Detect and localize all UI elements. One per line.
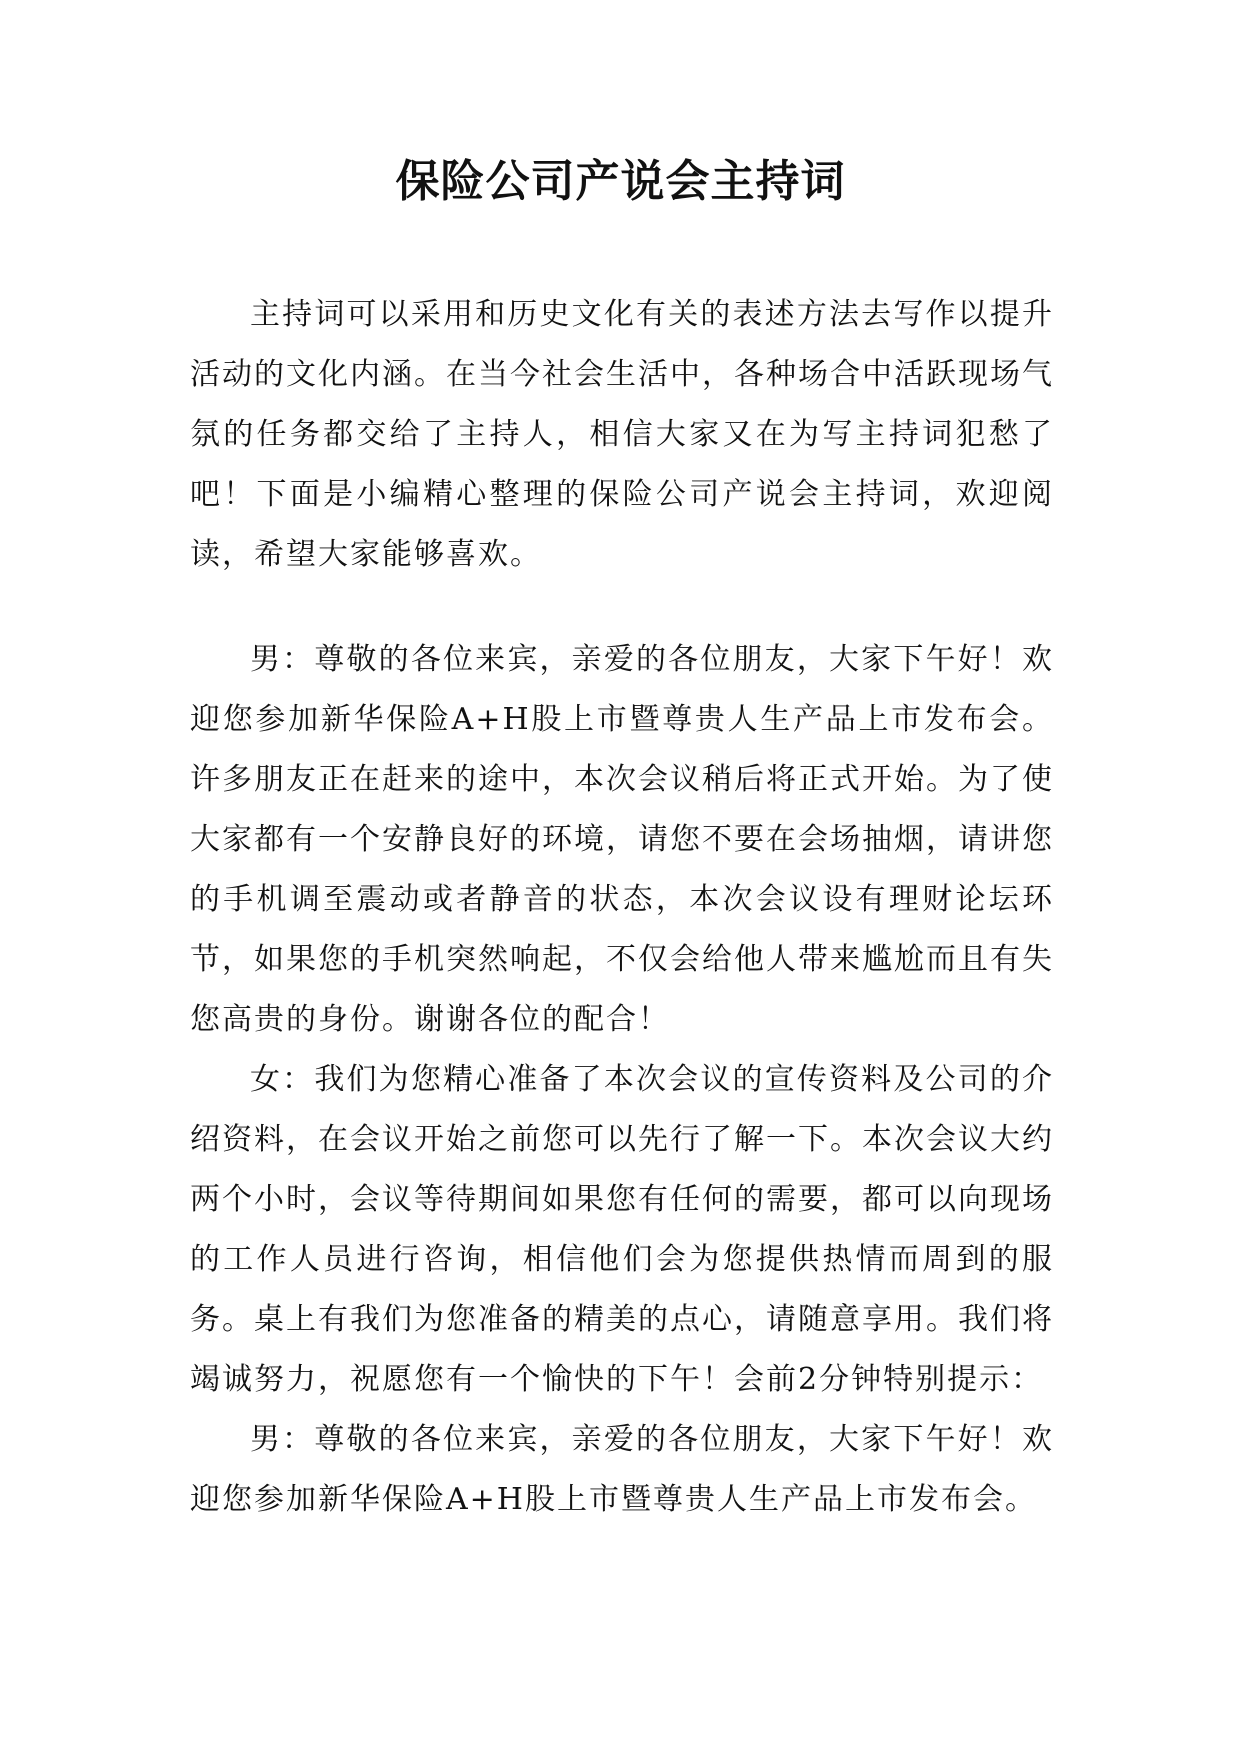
intro-section bbox=[190, 285, 1054, 585]
intro-paragraph: 主持词可以采用和历史文化有关的表述方法去写作以提升活动的文化内涵。在当今社会生活中，各种场合中活跃现场气氛的任务都交给了主持人，相信大家又在为写主持词犯愁了吧！下面是小编精心整理的保险公司产说会主持词，欢迎阅读，希望大家能够喜欢。 bbox=[190, 297, 1054, 572]
dialogue-section bbox=[190, 630, 1054, 1530]
dialogue-paragraph-male-1: 男：尊敬的各位来宾，亲爱的各位朋友，大家下午好！欢迎您参加新华保险A+H股上市暨尊贵人生产品上市发布会。许多朋友正在赶来的途中，本次会议稍后将正式开始。为了使大家都有一个安静良好的环境，请您不要在会场抽烟，请讲您的手机调至震动或者静音的状态，本次会议设有理财论坛环节，如果您的手机突然响起，不仅会给他人带来尴尬而且有失您高贵的身份。谢谢各位的配合！ bbox=[190, 642, 1054, 1037]
document-title: 保险公司产说会主持词 bbox=[395, 156, 846, 207]
dialogue-paragraph-female-1: 女：我们为您精心准备了本次会议的宣传资料及公司的介绍资料，在会议开始之前您可以先行了解一下。本次会议大约两个小时，会议等待期间如果您有任何的需要，都可以向现场的工作人员进行咨询，相信他们会为您提供热情而周到的服务。桌上有我们为您准备的精美的点心，请随意享用。我们将竭诚努力，祝愿您有一个愉快的下午！会前2分钟特别提示： bbox=[190, 1062, 1054, 1397]
dialogue-paragraph-male-2: 男：尊敬的各位来宾，亲爱的各位朋友，大家下午好！欢迎您参加新华保险A+H股上市暨尊贵人生产品上市发布会。 bbox=[190, 1422, 1054, 1517]
